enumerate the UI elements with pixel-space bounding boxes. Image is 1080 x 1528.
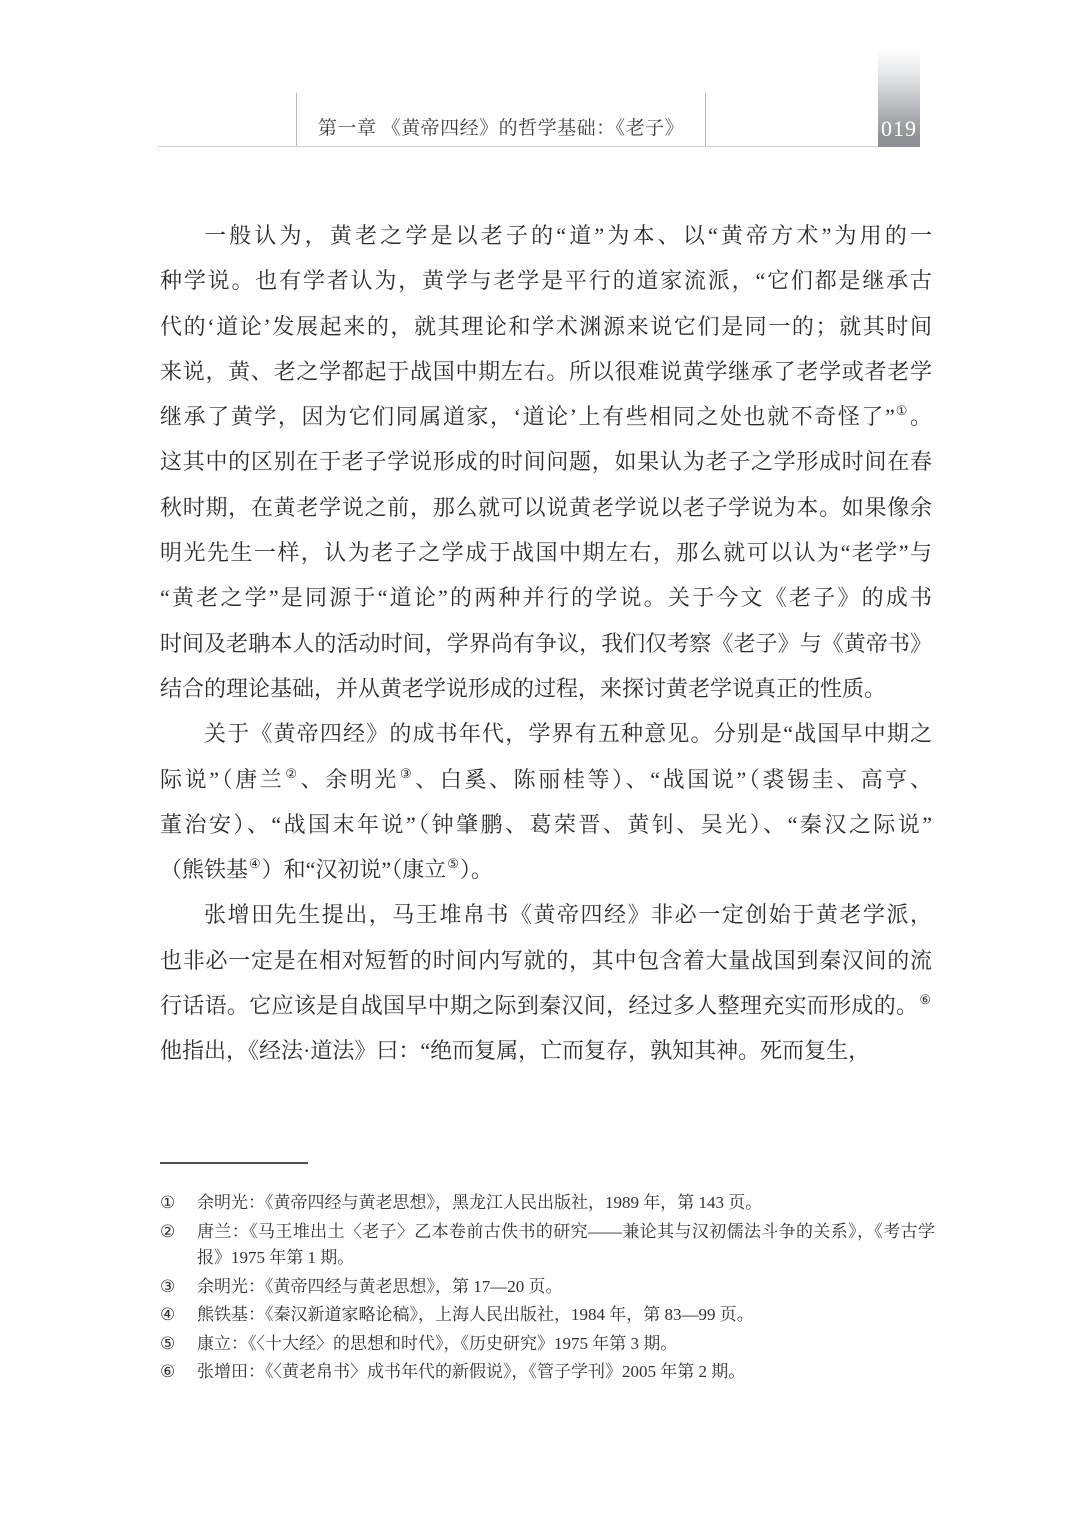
footnote-item — [160, 1274, 935, 1301]
header-horizontal-rule — [158, 146, 878, 147]
body-line: “黄老之学”是同源于“道论”的两种并行的学说。关于今文《老子》的成书 — [160, 585, 932, 611]
body-line: 结合的理论基础，并从黄老学说形成的过程，来探讨黄老学说真正的性质。 — [160, 675, 887, 701]
footnote-marker: ① — [160, 1193, 176, 1212]
body-line: 他指出，《经法·道法》曰：“绝而复属，亡而复存，孰知其神。死而复生， — [160, 1038, 871, 1064]
running-header-title: 第一章 《黄帝四经》的哲学基础：《老子》 — [317, 118, 685, 139]
page-number-badge — [878, 50, 920, 147]
body-line: 张增田先生提出，马王堆帛书《黄帝四经》非必一定创始于黄老学派， — [204, 902, 932, 928]
body-line: 种学说。也有学者认为，黄学与老学是平行的道家流派，“它们都是继承古 — [160, 268, 932, 294]
footnote-marker: ③ — [160, 1276, 176, 1296]
body-line: 来说，黄、老之学都起于战国中期左右。所以很难说黄学继承了老学或者老学 — [160, 358, 932, 384]
footnote-text: 唐兰：《马王堆出土〈老子〉乙本卷前古佚书的研究——兼论其与汉初儒法斗争的关系》，《考古学报》1975 年第 1 期。 — [197, 1221, 935, 1267]
footnote-text: 康立：《〈十大经〉的思想和时代》，《历史研究》1975 年第 3 期。 — [197, 1333, 678, 1353]
footnote-item — [160, 1359, 935, 1386]
footnote-text: 余明光：《黄帝四经与黄老思想》，第 17—20 页。 — [197, 1276, 563, 1296]
body-line: 代的‘道论’发展起来的，就其理论和学术渊源来说它们是同一的；就其时间 — [160, 313, 932, 339]
body-line: 关于《黄帝四经》的成书年代，学界有五种意见。分别是“战国早中期之 — [204, 721, 932, 747]
footnote-text: 余明光：《黄帝四经与黄老思想》，黑龙江人民出版社，1989 年，第 143 页。 — [197, 1193, 763, 1212]
header-right-rule — [705, 93, 706, 147]
body-line: （熊铁基④）和“汉初说”（康立⑤）。 — [160, 856, 493, 883]
footnote-text: 张增田：《〈黄老帛书〉成书年代的新假说》，《管子学刊》2005 年第 2 期。 — [197, 1362, 746, 1381]
page-number: 019 — [881, 116, 917, 141]
footnote-marker: ② — [160, 1221, 176, 1241]
body-line: 这其中的区别在于老子学说形成的时间问题，如果认为老子之学形成时间在春 — [160, 449, 932, 475]
body-line: 明光先生一样，认为老子之学成于战国中期左右，那么就可以认为“老学”与 — [160, 540, 932, 566]
footnote-marker: ⑥ — [160, 1362, 176, 1381]
body-line: 也非必一定是在相对短暂的时间内写就的，其中包含着大量战国到秦汉间的流 — [160, 947, 932, 973]
footnote-item — [160, 1302, 935, 1329]
footnote-text: 熊铁基：《秦汉新道家略论稿》，上海人民出版社，1984 年，第 83—99 页。 — [197, 1305, 754, 1324]
body-line: 董治安）、“战国末年说”（钟肇鹏、葛荣晋、黄钊、吴光）、“秦汉之际说” — [160, 811, 932, 837]
body-text — [160, 213, 932, 1074]
footnote-marker: ④ — [160, 1305, 176, 1324]
body-line: 一般认为，黄老之学是以老子的“道”为本、以“黄帝方术”为用的一 — [204, 223, 932, 248]
footnote-item — [160, 1331, 935, 1358]
footnote-item — [160, 1219, 935, 1272]
footnote-divider — [160, 1162, 308, 1164]
footnote-item — [160, 1190, 935, 1217]
body-line: 秋时期，在黄老学说之前，那么就可以说黄老学说以老子学说为本。如果像余 — [160, 494, 932, 520]
footnotes — [160, 1190, 935, 1388]
body-line: 时间及老聃本人的活动时间，学界尚有争议，我们仅考察《老子》与《黄帝书》 — [160, 630, 932, 656]
body-line: 际说”（唐兰②、余明光③、白奚、陈丽桂等）、“战国说”（裘锡圭、高亨、 — [160, 765, 933, 792]
body-line: 继承了黄学，因为它们同属道家，‘道论’上有些相同之处也就不奇怪了”①。 — [160, 403, 932, 430]
footnote-marker: ⑤ — [160, 1333, 176, 1353]
body-line: 行话语。它应该是自战国早中期之际到秦汉间，经过多人整理充实而形成的。⑥ — [160, 992, 931, 1019]
